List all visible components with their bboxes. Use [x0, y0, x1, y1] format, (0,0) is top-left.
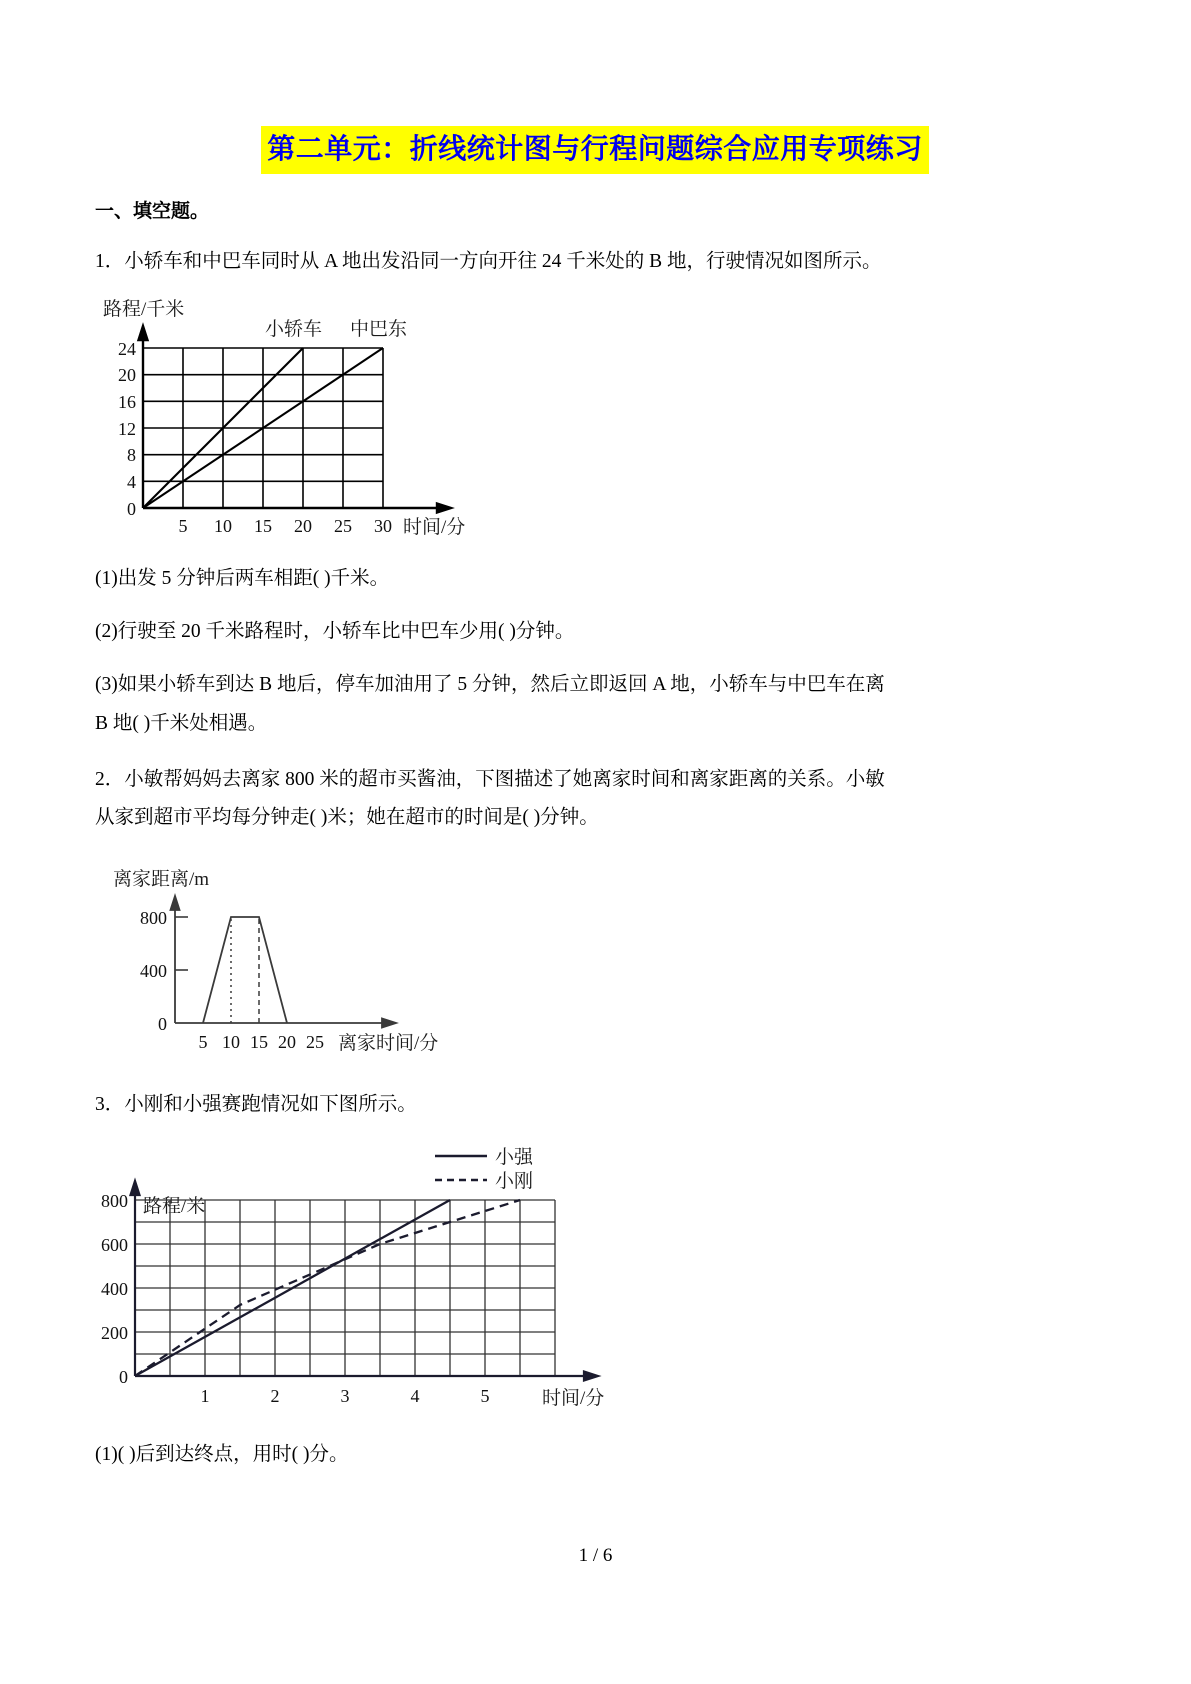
chart-distance-from-home [95, 861, 535, 1066]
x-tick-30: 30 [374, 516, 392, 537]
chart-distance-time-cars [95, 293, 515, 543]
y-tick-600: 600 [101, 1235, 128, 1255]
x-axis-label: 离家时间/分 [338, 1032, 439, 1054]
y-tick-800: 800 [140, 907, 167, 928]
x-tick-1: 1 [200, 1386, 210, 1406]
x-tick-25: 25 [334, 516, 352, 537]
question-3-sub-1: (1)( )后到达终点，用时( )分。 [95, 1444, 349, 1465]
axes [139, 326, 452, 513]
page-content [95, 0, 1095, 1472]
page-title: 第二单元：折线统计图与行程问题综合应用专项练习 [261, 126, 929, 174]
y-tick-8: 8 [127, 445, 136, 466]
y-tick-0: 0 [119, 1367, 128, 1387]
x-axis-label: 时间/分 [403, 517, 466, 539]
x-tick-25: 25 [306, 1031, 324, 1052]
y-axis-label: 路程/千米 [103, 299, 185, 321]
question-2-stem-line2: 从家到超市平均每分钟走( )米；她在超市的时间是( )分钟。 [95, 806, 599, 828]
question-3-stem: 3．小刚和小强赛跑情况如下图所示。 [95, 1093, 417, 1115]
x-tick-labels [179, 516, 393, 536]
y-tick-24: 24 [118, 339, 136, 360]
x-axis-label: 时间/分 [542, 1388, 605, 1409]
x-tick-2: 2 [270, 1386, 280, 1406]
question-1-sub-3-line2: B 地( )千米处相遇。 [95, 712, 268, 734]
page-title-row [95, 126, 1095, 174]
question-1-sub-1: (1)出发 5 分钟后两车相距( )千米。 [95, 568, 390, 590]
x-tick-5: 5 [178, 516, 188, 537]
line-distance-from-home [203, 917, 287, 1023]
y-tick-labels [101, 1191, 128, 1387]
question-1-sub-2: (2)行驶至 20 千米路程时，小轿车比中巴车少用( )分钟。 [95, 621, 575, 643]
y-axis-label: 路程/米 [143, 1196, 206, 1217]
x-tick-20: 20 [294, 516, 312, 537]
series-label-car: 小轿车 [265, 319, 323, 341]
y-tick-labels [118, 339, 136, 519]
x-tick-20: 20 [278, 1031, 296, 1052]
legend-label-xiaogang: 小刚 [495, 1171, 534, 1192]
y-tick-800: 800 [101, 1191, 128, 1211]
question-2-stem-line1: 2．小敏帮妈妈去离家 800 米的超市买酱油，下图描述了她离家时间和离家距离的关系。小敏 [95, 768, 885, 790]
page-number-footer: 1 / 6 [578, 1545, 613, 1566]
section-heading-fill-in-blanks: 一、填空题。 [95, 201, 210, 222]
question-1-sub-3-line1: (3)如果小轿车到达 B 地后，停车加油用了 5 分钟，然后立即返回 A 地，小轿车与中巴车在离 [95, 674, 885, 696]
figure-question-1 [95, 293, 1095, 543]
x-tick-labels [201, 1386, 490, 1406]
y-tick-20: 20 [118, 365, 136, 386]
y-tick-0: 0 [158, 1013, 167, 1034]
y-axis-ticks [175, 917, 188, 970]
x-tick-10: 10 [214, 516, 232, 537]
y-tick-12: 12 [118, 419, 136, 440]
y-tick-4: 4 [127, 472, 136, 493]
x-tick-5: 5 [198, 1031, 208, 1052]
x-tick-5: 5 [480, 1386, 490, 1406]
chart-legend [435, 1146, 534, 1192]
x-tick-3: 3 [340, 1386, 350, 1406]
y-tick-400: 400 [140, 960, 167, 981]
y-axis-label: 离家距离/m [113, 868, 210, 890]
figure-question-2 [95, 861, 1095, 1066]
series-label-bus: 中巴东 [350, 319, 408, 341]
x-tick-15: 15 [254, 516, 272, 537]
x-tick-15: 15 [250, 1031, 268, 1052]
y-tick-400: 400 [101, 1279, 128, 1299]
grid-lines [135, 1200, 555, 1376]
x-tick-4: 4 [410, 1386, 420, 1406]
y-tick-200: 200 [101, 1323, 128, 1343]
x-tick-labels [199, 1032, 325, 1052]
y-tick-0: 0 [127, 499, 136, 520]
y-tick-16: 16 [118, 392, 136, 413]
question-1-stem: 1．小轿车和中巴车同时从 A 地出发沿同一方向开往 24 千米处的 B 地，行驶情况如图所示。 [95, 251, 882, 272]
chart-race-xiaogang-xiaoqiang [95, 1136, 655, 1416]
legend-label-xiaoqiang: 小强 [495, 1147, 534, 1168]
x-tick-10: 10 [222, 1031, 240, 1052]
figure-question-3 [95, 1136, 1095, 1416]
y-tick-labels [140, 908, 167, 1034]
guide-lines [231, 917, 259, 1023]
